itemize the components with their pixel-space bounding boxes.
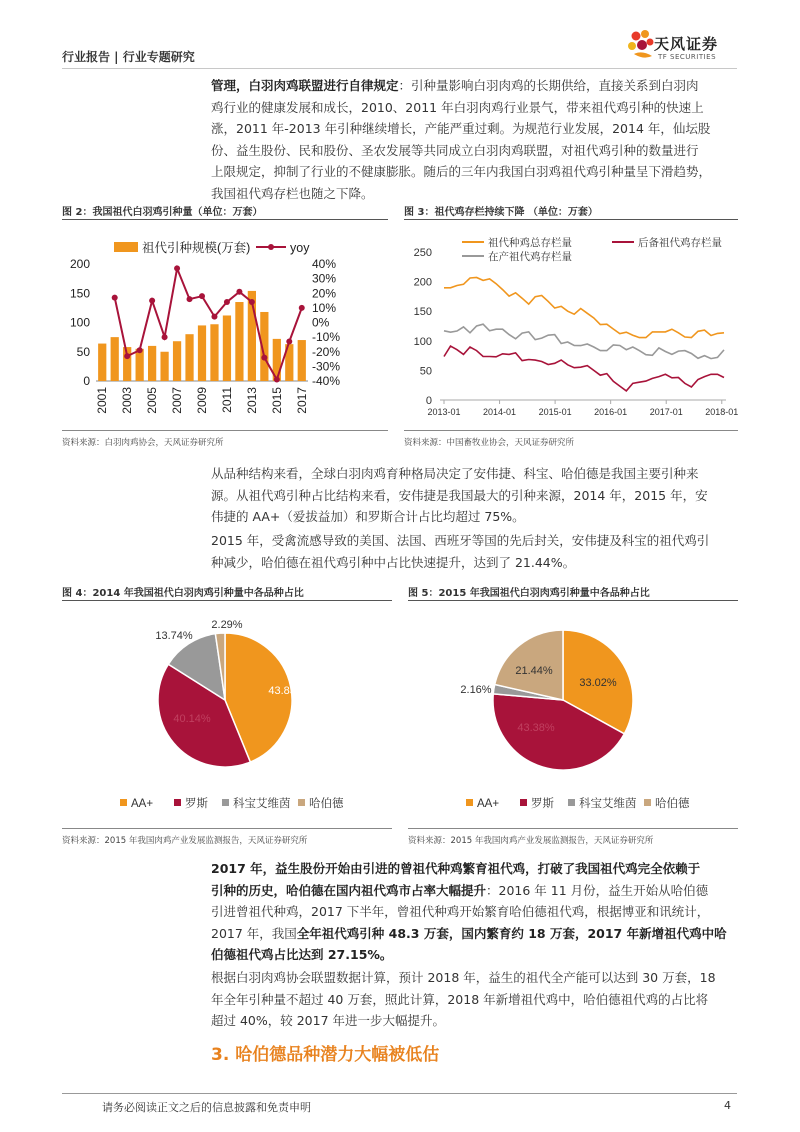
fig2-right-tick-label: -30% (312, 359, 341, 374)
fig3-legend-label: 在产祖代鸡存栏量 (488, 251, 572, 263)
fig2-left-tick-label: 150 (69, 286, 90, 301)
fig5-legend-swatch (520, 799, 527, 806)
fig4-slice-label: 40.14% (173, 713, 211, 725)
fig2-yoy-point (249, 299, 255, 305)
fig2-yoy-point (274, 377, 280, 383)
fig2-x-tick-label: 2001 (95, 387, 110, 414)
fig2-right-tick-label: 10% (312, 300, 337, 315)
fig3-y-tick-label: 200 (413, 276, 432, 289)
yisheng-paragraph: 2017 年，益生股份开始由引进的曾祖代种鸡繁育祖代鸡，打破了我国祖代鸡完全依赖于 引种的历史，哈伯德在国内祖代鸡市占率大幅提升：2016 年 11 月份，益生开始从哈伯德 引进曾祖代种鸡，2017 下半年，曾祖代种鸡开始繁育哈伯德祖代鸡，根据博亚和讯统计， 2017 年，我国全年祖代鸡引种 48.3 万套，国内繁育约 18 万套，2017 年新增祖代鸡中哈 伯德祖代鸡占比达到 27.15%。 (211, 861, 727, 962)
fig3-x-tick-label: 2016-01 (594, 407, 628, 417)
fig2-yoy-point (299, 305, 305, 311)
fig2-yoy-point (174, 265, 180, 271)
fig2-yoy-point (199, 293, 205, 299)
header-divider (62, 68, 737, 69)
fig2-bar (160, 352, 168, 381)
fig5-legend-label: AA+ (477, 798, 500, 810)
fig5-slice-label: 33.02% (579, 677, 617, 689)
fig2-x-tick-label: 2005 (145, 387, 160, 414)
footer-divider (62, 1093, 737, 1094)
fig2-legend-line-marker (268, 244, 274, 250)
fig2-right-tick-label: 40% (312, 257, 337, 271)
fig2-x-tick-label: 2017 (294, 387, 309, 414)
fig2-bar (210, 324, 218, 381)
fig2-title: 图 2：我国祖代白羽鸡引种量（单位：万套） (62, 207, 263, 218)
fig4-rule (62, 600, 392, 601)
fig2-x-tick-label: 2007 (170, 387, 185, 414)
fig2-right-tick-label: -40% (312, 374, 341, 388)
fig2-legend-line-label: yoy (290, 241, 310, 255)
section-heading: 3. 哈伯德品种潜力大幅被低估 (211, 1045, 440, 1065)
fig2-source: 资料来源：白羽肉鸡协会，天风证券研究所 (62, 438, 224, 448)
fig2-yoy-point (137, 347, 143, 353)
fig4-legend-swatch (222, 799, 229, 806)
fig2-bar (298, 340, 306, 381)
fig2-bar (235, 302, 243, 381)
fig3-y-tick-label: 250 (413, 247, 432, 259)
fig2-bar (173, 341, 181, 381)
fig2-left-tick-label: 0 (83, 374, 90, 388)
fig2-yoy-point (112, 295, 118, 301)
fig2-yoy-point (149, 298, 155, 304)
fig5-slice-label: 21.44% (515, 665, 553, 677)
fig2-left-tick-label: 200 (69, 257, 90, 271)
fig2-bar (136, 349, 144, 381)
fig2-yoy-point (286, 339, 292, 345)
fig2-right-tick-label: -20% (312, 344, 341, 359)
fig4-slice-label: 43.83% (268, 685, 306, 697)
fig2-yoy-point (124, 353, 130, 359)
fig5-bottom-rule (408, 828, 738, 829)
fig4-source: 资料来源：2015 年我国肉鸡产业发展监测报告，天风证券研究所 (62, 836, 308, 846)
fig2-bar (223, 315, 231, 381)
fig3-rule (404, 219, 738, 220)
fig2-right-tick-label: 20% (312, 286, 337, 301)
para1-bold: 管理，白羽肉鸡联盟进行自律规定 (211, 78, 399, 93)
fig4-legend-swatch (174, 799, 181, 806)
fig3-x-tick-label: 2014-01 (483, 407, 517, 417)
fig2-bar (185, 334, 193, 381)
fig5-title: 图 5：2015 年我国祖代白羽肉鸡引种量中各品种占比 (408, 588, 650, 599)
fig2-right-tick-label: -10% (312, 330, 341, 345)
fig2-left-tick-label: 100 (69, 315, 90, 330)
fig5-pie-chart (408, 604, 738, 824)
fig2-yoy-point (211, 314, 217, 320)
fig2-bar (148, 346, 156, 381)
fig2-legend-bar-swatch (114, 242, 138, 252)
fig3-chart (404, 222, 738, 427)
fig2-rule (62, 219, 388, 220)
fig5-slice-label: 2.16% (460, 684, 492, 696)
fig5-legend-swatch (644, 799, 651, 806)
fig3-bottom-rule (404, 430, 738, 431)
fig2-right-tick-label: 0% (312, 315, 330, 330)
fig3-x-tick-label: 2015-01 (538, 407, 572, 417)
footer-disclaimer: 请务必阅读正文之后的信息披露和免责申明 (102, 1101, 311, 1114)
fig4-legend-swatch (298, 799, 305, 806)
fig3-series-line (444, 324, 724, 358)
fig5-rule (408, 600, 738, 601)
fig2-yoy-point (261, 355, 267, 361)
fig3-x-tick-label: 2017-01 (649, 407, 683, 417)
fig2-bar (98, 344, 106, 381)
fig4-legend-label: AA+ (131, 798, 154, 810)
fig3-title: 图 3：祖代鸡存栏持续下降 （单位：万套） (404, 207, 598, 218)
fig5-legend-label: 科宝艾维茵 (579, 798, 637, 810)
fig2-x-tick-label: 2011 (219, 387, 234, 413)
fig3-source: 资料来源：中国畜牧业协会，天风证券研究所 (404, 438, 575, 448)
fig2-chart (62, 222, 388, 427)
fig3-series-line (444, 346, 724, 391)
page-number: 4 (724, 1099, 731, 1112)
fig5-source: 资料来源：2015 年我国肉鸡产业发展监测报告，天风证券研究所 (408, 836, 654, 846)
fig4-slice-label: 2.29% (211, 619, 243, 631)
fig2-x-tick-label: 2013 (244, 387, 259, 414)
fig3-legend-label: 祖代种鸡总存栏量 (488, 237, 572, 249)
fig4-slice-label: 13.74% (155, 630, 193, 642)
fig2-yoy-point (224, 299, 230, 305)
fig2-right-tick-label: 30% (312, 271, 337, 286)
fig4-title: 图 4：2014 年我国祖代白羽肉鸡引种量中各品种占比 (62, 588, 304, 599)
fig3-x-tick-label: 2018-01 (705, 407, 738, 417)
fig3-legend-label: 后备祖代鸡存栏量 (638, 237, 722, 249)
fig2-x-tick-label: 2015 (269, 387, 284, 414)
fig2-bar (111, 337, 119, 381)
logo-english-name: TF SECURITIES (658, 53, 717, 61)
fig5-legend-swatch (568, 799, 575, 806)
fig3-y-tick-label: 50 (419, 365, 432, 378)
intro-paragraph: 管理，白羽肉鸡联盟进行自律规定：引种量影响白羽肉鸡的长期供给，直接关系到白羽肉 鸡行业的健康发展和成长，2010、2011 年白羽肉鸡行业景气，带来祖代鸡引种的快速上 涨，2011 年-2013 年引种继续增长，产能严重过剩。为规范行业发展，2014 年，仙坛股 份、益生股份、民和股份、圣农发展等共同成立白羽肉鸡联盟，对祖代鸡引种的数量进行 上限规定，抑制了行业的不健康膨胀。随后的三年内我国白羽鸡祖代鸡引种量呈下滑趋势， 我国祖代鸡存栏也随之下降。 (211, 78, 712, 201)
fig2-yoy-point (187, 296, 193, 302)
fig2-x-tick-label: 2009 (195, 387, 209, 414)
fig5-legend-label: 哈伯德 (655, 798, 690, 810)
fig2-x-tick-label: 2003 (120, 387, 135, 414)
fig4-pie-chart (62, 604, 392, 824)
fig3-y-tick-label: 100 (413, 335, 432, 348)
avian-flu-paragraph: 2015 年，受禽流感导致的美国、法国、西班牙等国的先后封关，安伟捷及科宝的祖代鸡引 种减少，哈伯德在祖代鸡引种中占比快速提升，达到了 21.44%。 (211, 533, 710, 570)
fig2-bar (198, 325, 206, 381)
fig4-legend-swatch (120, 799, 127, 806)
fig5-legend-label: 罗斯 (531, 798, 554, 810)
logo-chinese-name: 天风证券 (654, 35, 719, 53)
fig2-legend-bar-label: 祖代引种规模(万套) (142, 241, 251, 255)
fig4-legend-label: 科宝艾维茵 (233, 798, 291, 810)
fig2-bottom-rule (62, 430, 388, 431)
fig3-x-tick-label: 2013-01 (427, 407, 461, 417)
fig2-left-tick-label: 50 (76, 344, 90, 359)
fig3-y-tick-label: 150 (413, 306, 432, 319)
structure-paragraph: 从品种结构来看，全球白羽肉鸡育种格局决定了安伟捷、科宝、哈伯德是我国主要引种来 源。从祖代鸡引种占比结构来看，安伟捷是我国最大的引种来源，2014 年，2015 年，安 伟捷的 AA+（爱拔益加）和罗斯合计占比均超过 75%。 (211, 466, 708, 524)
fig4-legend-label: 哈伯德 (309, 798, 344, 810)
fig5-slice-label: 43.38% (517, 722, 555, 734)
fig4-legend-label: 罗斯 (185, 798, 208, 810)
report-header-title: 行业报告 | 行业专题研究 (62, 50, 195, 64)
fig3-y-tick-label: 0 (425, 395, 432, 407)
fig4-bottom-rule (62, 828, 392, 829)
fig5-legend-swatch (466, 799, 473, 806)
fig2-yoy-point (162, 334, 168, 340)
fig2-yoy-point (236, 289, 242, 295)
forecast-paragraph: 根据白羽肉鸡协会联盟数据计算，预计 2018 年，益生的祖代全产能可以达到 30 万套，18 年全年引种量不超过 40 万套，照此计算，2018 年新增祖代鸡中，哈伯德祖代鸡的占比将 超过 40%，较 2017 年进一步大幅提升。 (211, 970, 716, 1028)
fig3-series-line (444, 278, 724, 338)
